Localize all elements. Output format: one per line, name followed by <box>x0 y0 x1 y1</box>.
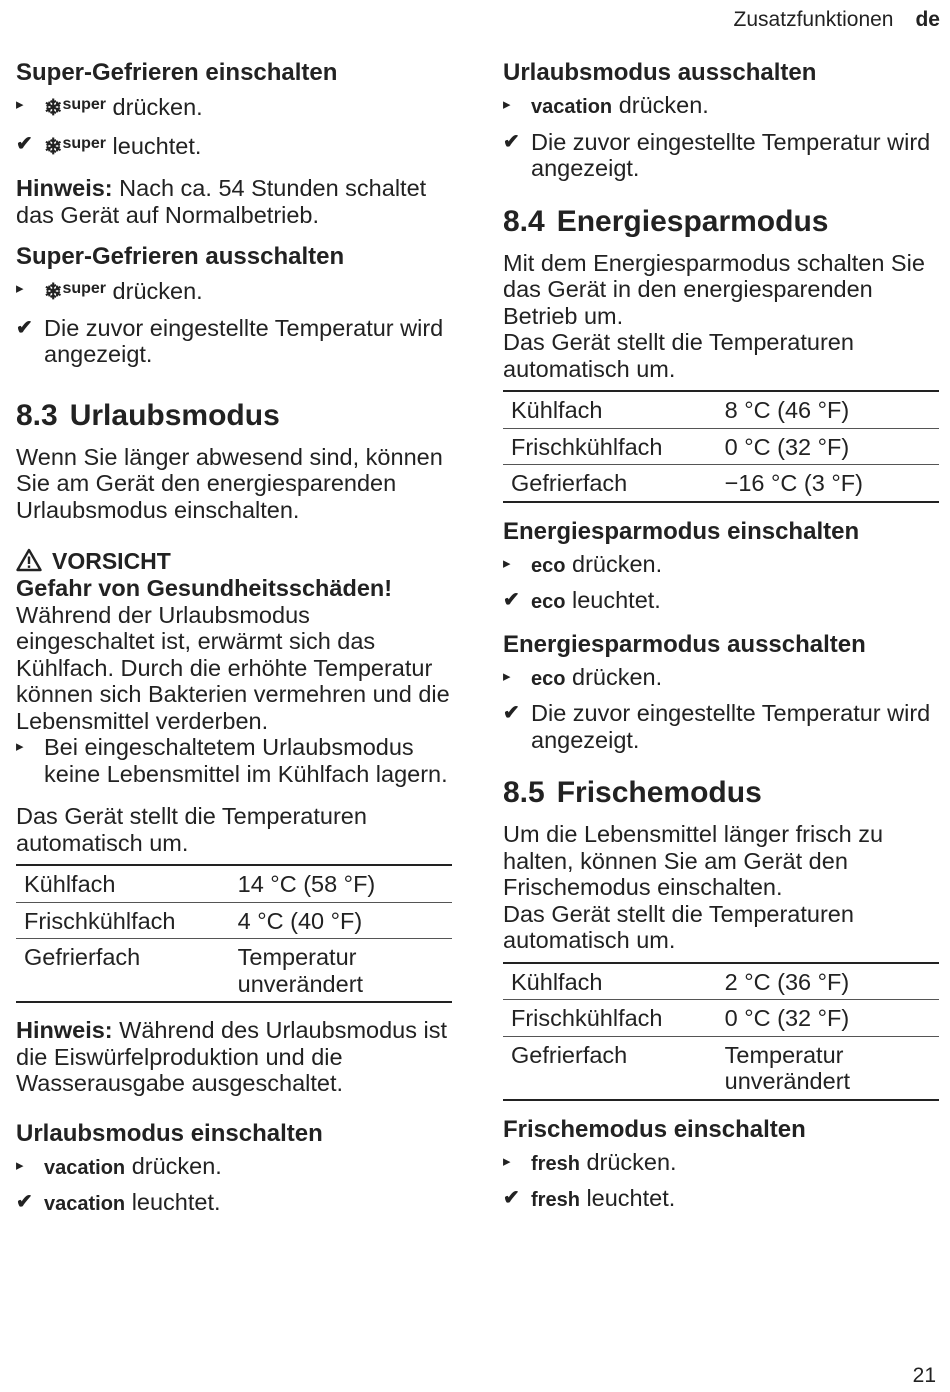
check-icon: ✔ <box>16 1191 33 1213</box>
fresh-key: fresh <box>531 1189 580 1211</box>
step-arrow-icon: ▸ <box>16 1156 24 1174</box>
table-row: Kühlfach 14 °C (58 °F) <box>16 865 452 902</box>
check-icon: ✔ <box>16 316 33 339</box>
check-icon: ✔ <box>16 132 33 155</box>
section-number: 8.4 <box>503 204 545 238</box>
eco-off-heading: Energiesparmodus ausschalten <box>503 630 866 658</box>
step-arrow-icon: ▸ <box>16 738 24 755</box>
step-arrow-icon: ▸ <box>503 667 511 685</box>
fresh-key: fresh <box>531 1152 580 1175</box>
table-row: Frischkühlfach 0 °C (32 °F) <box>503 428 939 465</box>
temperature-table <box>503 390 939 503</box>
table-row: Gefrierfach Temperatur unverändert <box>16 939 452 1003</box>
step-item: ▸ vacation drücken. <box>16 1152 222 1179</box>
temperature-table <box>503 962 939 1101</box>
right-column <box>503 58 939 1222</box>
vacation-key: vacation <box>44 1193 126 1215</box>
check-icon: ✔ <box>503 589 520 611</box>
step-item: ▸ Bei eingeschaltetem Urlaubsmodus keine Lebensmittel im Kühlfach lagern. <box>16 734 448 787</box>
intro-paragraph: Um die Lebensmittel länger frisch zu halten, können Sie am Gerät den Frischemodus einschalten. <box>503 821 884 900</box>
super-freeze-key: ❄$^{super}$ <box>44 279 107 304</box>
warning-text: Während der Urlaubsmodus eingeschaltet ist, erwärmt sich das Kühlfach. Durch die erhöhte Temperatur können sich Bakterien vermehren und die Lebensmittel verderben. <box>16 601 450 734</box>
check-icon: ✔ <box>503 702 520 724</box>
header-section-title: Zusatzfunktionen <box>733 8 894 31</box>
warning-label: VORSICHT <box>52 548 171 574</box>
intro-paragraph: Mit dem Energiesparmodus schalten Sie das Gerät in den energiesparenden Betrieb um. <box>503 249 925 329</box>
eco-on-heading: Energiesparmodus einschalten <box>503 517 860 545</box>
section-number: 8.5 <box>503 776 545 809</box>
left-column <box>16 58 452 1226</box>
warning-subtitle: Gefahr von Gesundheitsschäden! <box>16 575 393 601</box>
table-row: Gefrierfach −16 °C (3 °F) <box>503 465 939 502</box>
vacation-off-heading: Urlaubsmodus ausschalten <box>503 59 817 86</box>
step-arrow-icon: ▸ <box>503 96 511 113</box>
temperature-table <box>16 864 452 1003</box>
step-arrow-icon: ▸ <box>16 280 24 297</box>
table-row: Frischkühlfach 4 °C (40 °F) <box>16 902 452 939</box>
step-item: ▸ ❄$^{super}$ drücken. <box>16 94 203 120</box>
result-item: ✔ vacation leuchtet. <box>16 1189 221 1215</box>
table-row: Kühlfach 2 °C (36 °F) <box>503 963 939 1000</box>
page-number: 21 <box>912 1364 936 1387</box>
warning-triangle-icon <box>16 548 42 572</box>
result-item: ✔ ❄$^{super}$ leuchtet. <box>16 132 202 159</box>
vacation-on-heading: Urlaubsmodus einschalten <box>16 1119 323 1147</box>
fresh-on-heading: Frischemodus einschalten <box>503 1115 806 1143</box>
note-label: Hinweis: <box>16 175 113 201</box>
step-item: ▸ eco drücken. <box>503 663 663 690</box>
section-heading-urlaubsmodus <box>16 398 452 434</box>
check-icon: ✔ <box>503 130 520 153</box>
vacation-key: vacation <box>44 1156 126 1179</box>
section-heading-energiesparmodus <box>503 204 939 240</box>
snowflake-icon: ❄ <box>44 95 63 120</box>
page-header <box>734 8 940 32</box>
check-icon: ✔ <box>503 1187 520 1209</box>
result-item: ✔ Die zuvor eingestellte Temperatur wird angezeigt. <box>503 700 931 753</box>
section-title: Energiesparmodus <box>556 204 829 238</box>
super-freeze-key: ❄$^{super}$ <box>44 95 107 120</box>
step-arrow-icon: ▸ <box>503 1152 511 1170</box>
super-freeze-off-heading: Super-Gefrieren ausschalten <box>16 243 345 270</box>
section-number: 8.3 <box>16 398 58 432</box>
intro-paragraph: Wenn Sie länger abwesend sind, können Sie am Gerät den energiesparenden Urlaubsmodus einschalten. <box>16 443 443 523</box>
step-item: ▸ fresh drücken. <box>503 1148 677 1175</box>
result-item: ✔ eco leuchtet. <box>503 587 661 613</box>
warning-box <box>16 547 452 787</box>
warning-title <box>16 547 452 575</box>
vacation-key: vacation <box>531 96 613 118</box>
snowflake-icon: ❄ <box>44 133 63 159</box>
auto-temperature-text: Das Gerät stellt die Temperaturen automatisch um. <box>16 803 367 856</box>
table-row: Kühlfach 8 °C (46 °F) <box>503 391 939 428</box>
section-heading-frischemodus <box>503 775 939 811</box>
note-label: Hinweis: <box>16 1017 113 1043</box>
step-item: ▸ ❄$^{super}$ drücken. <box>16 278 203 304</box>
super-freeze-on-heading: Super-Gefrieren einschalten <box>16 59 338 86</box>
eco-key: eco <box>531 554 566 577</box>
note-paragraph <box>16 175 452 228</box>
eco-key: eco <box>531 591 566 613</box>
note-paragraph <box>16 1017 452 1097</box>
snowflake-icon: ❄ <box>44 279 63 304</box>
section-title: Urlaubsmodus <box>69 398 280 432</box>
step-item: ▸ eco drücken. <box>503 550 663 577</box>
table-row: Gefrierfach Temperatur unverändert <box>503 1036 939 1100</box>
header-language: de <box>915 8 940 31</box>
auto-temperature-text: Das Gerät stellt die Temperaturen automatisch um. <box>503 329 854 382</box>
eco-key: eco <box>531 667 566 690</box>
step-arrow-icon: ▸ <box>503 554 511 572</box>
super-freeze-key: ❄$^{super}$ <box>44 133 107 159</box>
step-arrow-icon: ▸ <box>16 96 24 113</box>
note-text: Während des Urlaubsmodus ist die Eiswürfelproduktion und die Wasserausgabe ausgeschaltet. <box>16 1017 448 1096</box>
result-item: ✔ fresh leuchtet. <box>503 1185 676 1211</box>
section-title: Frischemodus <box>556 776 762 809</box>
note-text: Nach ca. 54 Stunden schaltet das Gerät auf Normalbetrieb. <box>16 175 427 228</box>
result-item: ✔ Die zuvor eingestellte Temperatur wird angezeigt. <box>16 314 444 367</box>
result-item: ✔ Die zuvor eingestellte Temperatur wird angezeigt. <box>503 128 931 181</box>
auto-temperature-text: Das Gerät stellt die Temperaturen automatisch um. <box>503 900 854 953</box>
step-item: ▸ vacation drücken. <box>503 92 709 118</box>
table-row: Frischkühlfach 0 °C (32 °F) <box>503 1000 939 1037</box>
